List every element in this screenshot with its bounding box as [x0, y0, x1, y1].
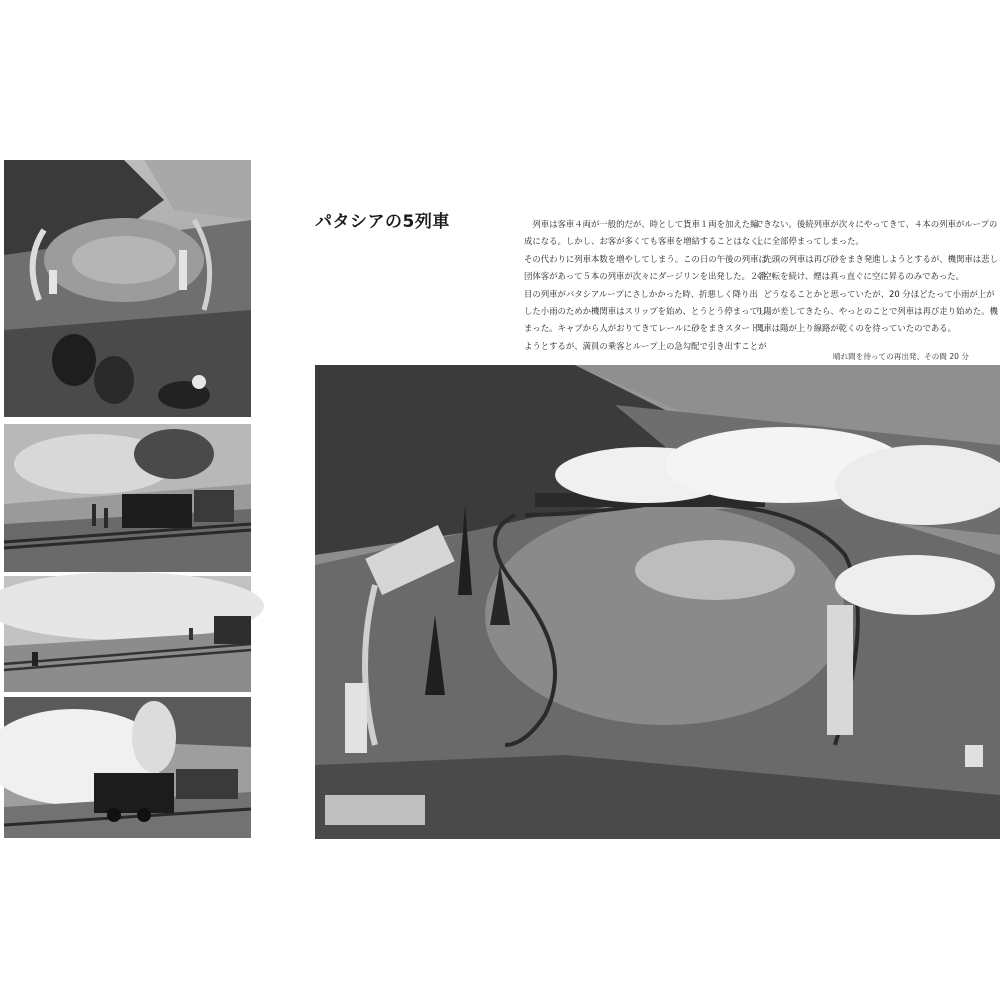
- loop-overview-photo: [4, 160, 251, 417]
- locomotive-steam-photo: [4, 697, 251, 838]
- body-line: まった。キャブから人がおりてきてレールに砂をまきスタートし: [524, 323, 767, 334]
- body-line: ようとするが、満員の乗客とループ上の急勾配で引き出すことが: [524, 340, 767, 351]
- body-line: できない。後続列車が次々にやってきて、４本の列車がループの: [755, 219, 998, 229]
- batasia-loop-main-photo: [315, 365, 1000, 839]
- body-line: 先頭の列車は再び砂をまき発進しようとするが、機関車は悲し: [755, 253, 998, 264]
- locomotive-smoke-photo: [4, 424, 251, 572]
- body-line: く空転を続け、煙は真っ直ぐに空に昇るのみであった。: [755, 271, 964, 282]
- body-line: どうなることかと思っていたが、20 分ほどたって小雨が上が: [755, 288, 995, 299]
- body-line: 成になる。しかし、お客が多くても客車を増結することはなく、: [524, 236, 767, 247]
- rain-track-photo: [4, 576, 251, 692]
- body-text-column-2: [755, 216, 998, 338]
- body-line: 上に全部停まってしまった。: [755, 236, 864, 247]
- body-line: 目の列車がバタシアループにさしかかった時、折悪しく降り出: [524, 288, 758, 299]
- photo-caption: 晴れ間を待っての再出発、その間 20 分: [833, 352, 969, 361]
- body-line: した小雨のためか機関車はスリップを始め、とうとう停まってし: [524, 306, 767, 317]
- article-title: パタシアの5列車: [315, 212, 450, 232]
- body-line: 関車は陽が上り線路が乾くのを待っていたのである。: [755, 323, 956, 334]
- body-line: 列車は客車４両が一般的だが、時として貨車１両を加えた編: [524, 219, 759, 229]
- body-text-column-1: [524, 216, 767, 355]
- body-line: 団体客があって５本の列車が次々にダージリンを出発した。２番: [524, 271, 767, 282]
- body-line: その代わりに列車本数を増やしてしまう。この日の午後の列車は: [524, 253, 767, 264]
- body-line: り陽が差してきたら、やっとのことで列車は再び走り始めた。機: [755, 306, 998, 317]
